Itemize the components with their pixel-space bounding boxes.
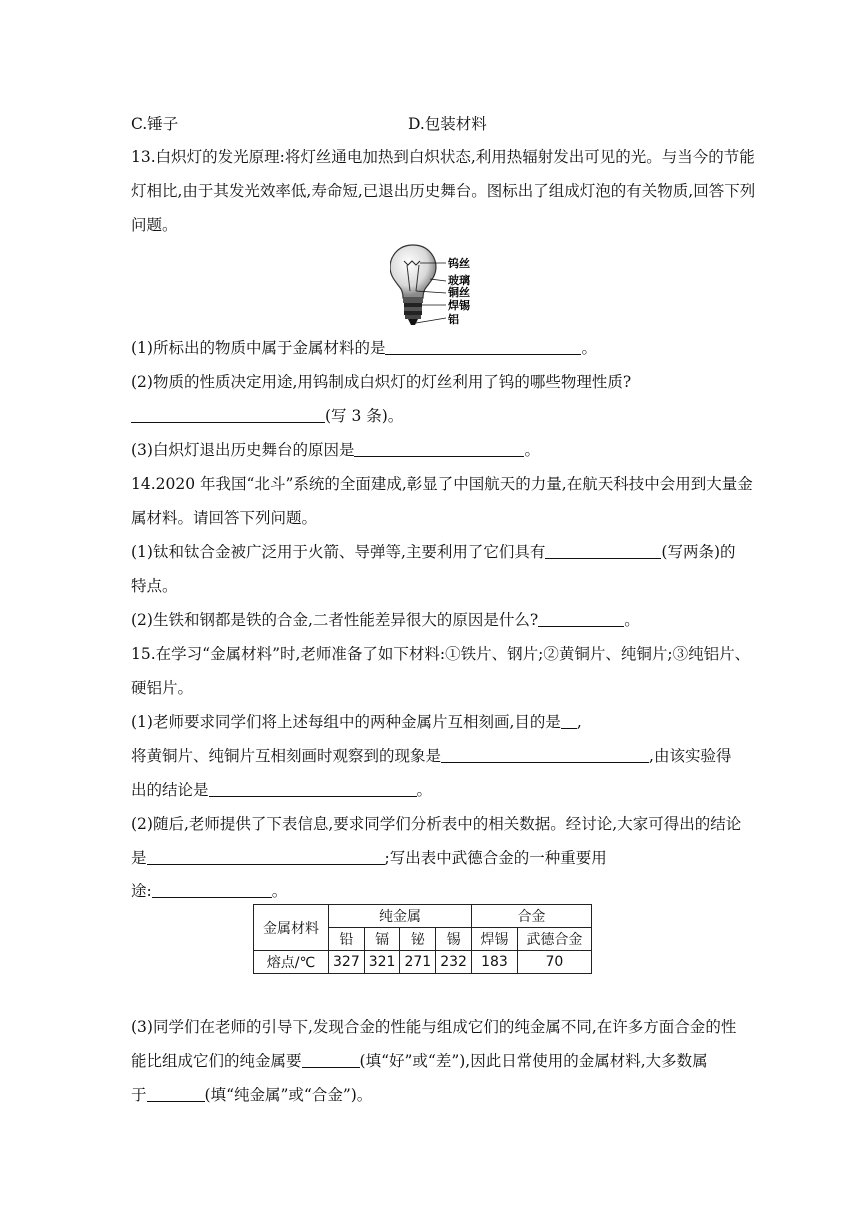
q15-conclusion-text: 出的结论是 [131, 781, 209, 799]
table-metal: 铅 [329, 928, 365, 951]
q13-part3-end: 。 [524, 441, 540, 459]
q13-part3-text: (3)白炽灯退出历史舞台的原因是 [131, 441, 355, 459]
q13-part2-line1: (2)物质的性质决定用途,用钨制成白炽灯的灯丝利用了钨的哪些物理性质? [131, 373, 632, 391]
answer-blank[interactable] [354, 441, 524, 457]
q15-part2-text3: 途: [131, 882, 152, 900]
q14-part1-line2: 特点。 [131, 577, 178, 595]
table-metal: 铋 [400, 928, 436, 951]
bulb-label-solder: 焊锡 [448, 299, 470, 312]
answer-blank[interactable] [209, 781, 417, 797]
q15-observation-text: 将黄铜片、纯铜片互相刻画时观察到的现象是 [131, 747, 442, 765]
q15-part3-line3 [131, 1085, 372, 1105]
table-metal: 焊锡 [471, 928, 517, 951]
q14-stem-line1: 14.2020 年我国“北斗”系统的全面建成,彰显了中国航天的力量,在航天科技中会用到大量金 [131, 475, 753, 493]
q15-conclusion-end: 。 [416, 781, 433, 799]
q13-part1 [131, 338, 597, 358]
table-metal: 镉 [364, 928, 400, 951]
q15-part2-line2 [131, 848, 607, 868]
answer-blank[interactable] [147, 1086, 205, 1102]
q15-stem-line2: 硬铝片。 [131, 679, 194, 697]
bulb-label-glass: 玻璃 [448, 274, 470, 287]
answer-blank[interactable] [147, 849, 385, 865]
q15-part3-line2 [131, 1051, 708, 1071]
q15-part2-line1: (2)随后,老师提供了下表信息,要求同学们分析表中的相关数据。经讨论,大家可得出的结论 [131, 815, 742, 833]
table-group-alloy: 合金 [471, 905, 591, 928]
q13-stem-line3: 问题。 [131, 216, 178, 234]
table-metal: 武德合金 [517, 928, 591, 951]
q14-part1-text: (1)钛和钛合金被广泛用于火箭、导弹等,主要利用了它们具有 [131, 543, 546, 561]
table-value: 70 [517, 951, 591, 974]
q13-part2-line2 [131, 406, 403, 426]
q15-part2-end: 。 [271, 882, 288, 900]
table-col-header: 金属材料 [254, 905, 329, 951]
light-bulb-icon [390, 243, 480, 327]
table-metal: 锡 [436, 928, 472, 951]
bulb-label-aluminum: 铝 [448, 313, 459, 326]
answer-blank[interactable] [131, 407, 325, 423]
q14-part2 [131, 610, 640, 630]
q15-part1 [131, 712, 582, 732]
option-c: C.锤子 [131, 115, 179, 133]
option-d: D.包装材料 [408, 115, 487, 133]
bulb-label-tungsten: 钨丝 [448, 257, 470, 270]
q15-part3-line1: (3)同学们在老师的引导下,发现合金的性能与组成它们的纯金属不同,在许多方面合金的性 [131, 1018, 737, 1036]
bulb-label-copper: 铜丝 [448, 286, 470, 299]
table-value: 232 [436, 951, 472, 974]
q15-part3-hint: (填“好”或“差”),因此日常使用的金属材料,大多数属 [359, 1052, 708, 1070]
q15-part2-line3 [131, 881, 287, 901]
answer-blank[interactable] [561, 713, 577, 729]
q13-part3 [131, 440, 540, 460]
q15-part3-text: 能比组成它们的纯金属要 [131, 1052, 302, 1070]
q15-part3-hint2: (填“纯金属”或“合金”)。 [204, 1086, 373, 1104]
table-group-pure: 纯金属 [329, 905, 472, 928]
answer-blank[interactable] [545, 543, 661, 559]
q14-part2-text: (2)生铁和钢都是铁的合金,二者性能差异很大的原因是什么? [131, 611, 539, 629]
light-bulb-diagram [390, 243, 480, 327]
q13-stem-line2: 灯相比,由于其发光效率低,寿命短,已退出历史舞台。图标出了组成灯泡的有关物质,回答下列 [131, 182, 756, 200]
answer-blank[interactable] [441, 747, 649, 763]
q14-part1 [131, 542, 736, 562]
table-value: 271 [400, 951, 436, 974]
answer-blank[interactable] [385, 339, 581, 355]
table-value: 321 [364, 951, 400, 974]
q14-stem-line2: 属材料。请回答下列问题。 [131, 509, 318, 527]
q15-part1-observation [131, 746, 731, 766]
answer-blank[interactable] [302, 1052, 360, 1068]
q13-part2-hint: (写 3 条)。 [325, 407, 404, 425]
q15-observation-end: ,由该实验得 [649, 747, 732, 765]
q15-part1-conclusion [131, 780, 432, 800]
q15-part1-end: , [576, 713, 582, 731]
table-value: 183 [471, 951, 517, 974]
q15-part2-text2: ;写出表中武德合金的一种重要用 [384, 849, 607, 867]
table-row-label: 熔点/℃ [254, 951, 329, 974]
q14-part2-end: 。 [624, 611, 640, 629]
q13-stem-line1: 13.白炽灯的发光原理:将灯丝通电加热到白炽状态,利用热辐射发出可见的光。与当今的节能 [131, 148, 755, 166]
q15-stem-line1: 15.在学习“金属材料”时,老师准备了如下材料:①铁片、钢片;②黄铜片、纯铜片;③纯铝片、 [131, 645, 751, 663]
q15-part1-text: (1)老师要求同学们将上述每组中的两种金属片互相刻画,目的是 [131, 713, 561, 731]
q13-part1-text: (1)所标出的物质中属于金属材料的是 [131, 339, 386, 357]
q15-part2-text: 是 [131, 849, 147, 867]
q14-part1-hint: (写两条)的 [661, 543, 736, 561]
answer-blank[interactable] [538, 611, 624, 627]
answer-blank[interactable] [152, 882, 272, 898]
q13-part1-end: 。 [581, 339, 597, 357]
melting-point-table [253, 904, 592, 974]
q15-part3-text2: 于 [131, 1086, 147, 1104]
table-value: 327 [329, 951, 365, 974]
